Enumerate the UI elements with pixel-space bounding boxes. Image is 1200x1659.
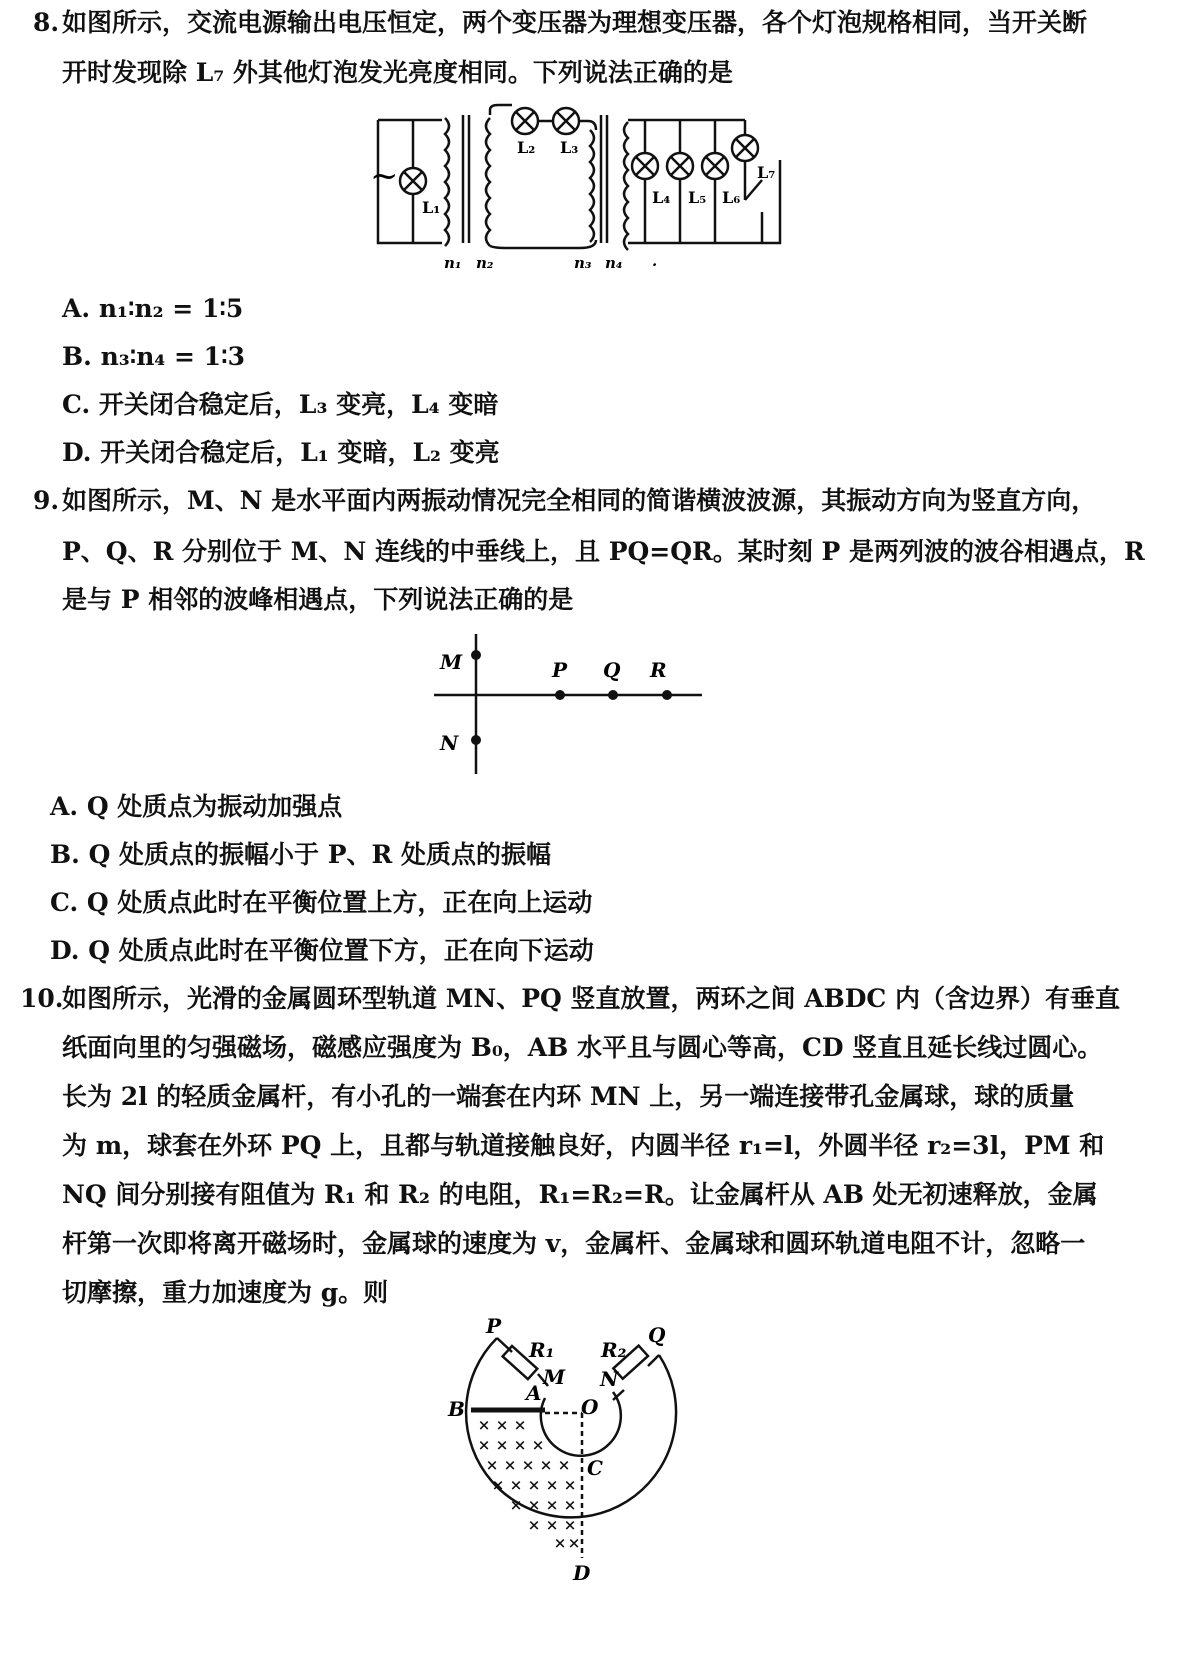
q10-stem-line2: 纸面向里的匀强磁场，磁感应强度为 B₀，AB 水平且与圆心等高，CD 竖直且延长线过圆心。	[62, 1033, 1103, 1062]
label-n: N	[600, 1367, 619, 1391]
field-cross: ×	[545, 1516, 559, 1534]
field-cross: ×	[563, 1516, 577, 1534]
field-cross: ×	[513, 1436, 527, 1454]
label-d: D	[573, 1561, 591, 1585]
label-r: R	[650, 658, 667, 682]
field-cross: ×	[485, 1456, 499, 1474]
field-cross: ×	[527, 1516, 541, 1534]
q9-option-c[interactable]	[50, 886, 592, 920]
stray-dot: .	[652, 252, 658, 270]
field-cross: ×	[545, 1476, 559, 1494]
q8-option-b[interactable]	[62, 340, 245, 374]
coil-n1	[445, 118, 449, 246]
field-cross: ×	[491, 1476, 505, 1494]
resistor-r1	[503, 1346, 538, 1379]
point-m	[471, 650, 481, 660]
field-cross: ×	[563, 1496, 577, 1514]
field-cross: ×	[477, 1416, 491, 1434]
option-text: 开关闭合稳定后，L₁ 变暗，L₂ 变亮	[100, 438, 500, 467]
field-cross: ×	[495, 1416, 509, 1434]
ac-source-symbol: ~	[370, 156, 399, 196]
field-cross: ×	[509, 1496, 523, 1514]
q9-stem-line1: 如图所示，M、N 是水平面内两振动情况完全相同的简谐横波波源，其振动方向为竖直方向，	[62, 486, 1097, 515]
option-label: C.	[62, 390, 91, 419]
point-r	[662, 690, 672, 700]
option-text: 开关闭合稳定后，L₃ 变亮，L₄ 变暗	[98, 390, 499, 419]
coil-n3	[590, 130, 594, 242]
label-r1: R₁	[529, 1338, 555, 1362]
lamp-label-l7: L₇	[757, 163, 776, 182]
label-b: B	[448, 1397, 465, 1421]
q10-stem-line1: 如图所示，光滑的金属圆环型轨道 MN、PQ 竖直放置，两环之间 ABDC 内（含边界）有垂直	[62, 984, 1121, 1013]
field-cross: ×	[527, 1496, 541, 1514]
option-text: Q 处质点此时在平衡位置下方，正在向下运动	[88, 936, 594, 965]
field-cross: ×	[563, 1476, 577, 1494]
field-cross: ×	[509, 1476, 523, 1494]
label-o: O	[581, 1395, 599, 1419]
field-cross: ×	[477, 1436, 491, 1454]
option-text: Q 处质点为振动加强点	[86, 792, 343, 821]
field-cross: ×	[539, 1456, 553, 1474]
label-q: Q	[648, 1323, 666, 1347]
lamp-label-l6: L₆	[722, 188, 741, 207]
q9-option-a[interactable]	[50, 790, 342, 824]
lamp-label-l2: L₂	[517, 138, 536, 157]
field-cross: ×	[495, 1436, 509, 1454]
q9-stem-line2: P、Q、R 分别位于 M、N 连线的中垂线上，且 PQ=QR。某时刻 P 是两列波的波谷相遇点，R	[62, 537, 1145, 566]
option-text: n₁∶n₂ = 1∶5	[98, 294, 244, 323]
field-cross: ×	[545, 1496, 559, 1514]
q9-stem-line3: 是与 P 相邻的波峰相遇点，下列说法正确的是	[62, 585, 574, 614]
option-label: D.	[62, 438, 92, 467]
q10-stem-line7: 切摩擦，重力加速度为 g。则	[62, 1278, 389, 1307]
q9-number: 9.	[33, 486, 60, 515]
label-m: M	[440, 650, 463, 674]
field-cross: ×	[553, 1534, 567, 1552]
coil-n2	[486, 118, 490, 246]
point-n	[471, 735, 481, 745]
outer-ring	[466, 1338, 676, 1517]
q9-option-d[interactable]	[50, 934, 594, 968]
label-a: A	[526, 1381, 542, 1405]
coil-label-n2: n₂	[476, 254, 494, 272]
q8-option-c[interactable]	[62, 388, 498, 422]
field-cross: ×	[527, 1476, 541, 1494]
option-label: C.	[50, 888, 79, 917]
q8-option-d[interactable]	[62, 436, 500, 470]
option-label: A.	[50, 792, 79, 821]
lamp-label-l3: L₃	[560, 138, 579, 157]
label-m: M	[543, 1365, 566, 1389]
point-p	[555, 690, 565, 700]
lamp-label-l1: L₁	[422, 198, 441, 217]
lamp-label-l4: L₄	[652, 188, 671, 207]
inner-ring	[541, 1392, 621, 1456]
label-c: C	[587, 1456, 603, 1480]
label-r2: R₂	[601, 1338, 627, 1362]
option-label: B.	[50, 840, 80, 869]
label-n: N	[440, 731, 459, 755]
q10-stem-line4: 为 m，球套在外环 PQ 上，且都与轨道接触良好，内圆半径 r₁=l，外圆半径 r₂=3l，PM 和	[62, 1131, 1105, 1160]
field-cross: ×	[557, 1456, 571, 1474]
coil-label-n1: n₁	[444, 254, 462, 272]
point-q	[608, 690, 618, 700]
option-label: D.	[50, 936, 80, 965]
option-text: Q 处质点此时在平衡位置上方，正在向上运动	[86, 888, 593, 917]
q8-stem-line1: 如图所示，交流电源输出电压恒定，两个变压器为理想变压器，各个灯泡规格相同，当开关断	[62, 8, 1088, 37]
q10-number: 10.	[20, 984, 64, 1013]
q9-option-b[interactable]	[50, 838, 551, 872]
q10-stem-line3: 长为 2l 的轻质金属杆，有小孔的一端套在内环 MN 上，另一端连接带孔金属球，球的质量	[62, 1082, 1075, 1111]
field-cross: ×	[521, 1456, 535, 1474]
option-label: A.	[62, 294, 91, 323]
label-p: P	[486, 1314, 502, 1338]
q8-stem-line2: 开时发现除 L₇ 外其他灯泡发光亮度相同。下列说法正确的是	[62, 58, 733, 87]
lamp-label-l5: L₅	[688, 188, 707, 207]
q8-option-a[interactable]	[62, 292, 243, 326]
coil-label-n4: n₄	[605, 254, 623, 272]
label-p: P	[552, 658, 568, 682]
field-cross: ×	[503, 1456, 517, 1474]
q10-stem-line6: 杆第一次即将离开磁场时，金属球的速度为 v，金属杆、金属球和圆环轨道电阻不计，忽略一	[62, 1229, 1086, 1258]
option-text: n₃∶n₄ = 1∶3	[100, 342, 245, 371]
q8-number: 8.	[33, 8, 60, 37]
option-label: B.	[62, 342, 92, 371]
option-text: Q 处质点的振幅小于 P、R 处质点的振幅	[88, 840, 552, 869]
q10-stem-line5: NQ 间分别接有阻值为 R₁ 和 R₂ 的电阻，R₁=R₂=R。让金属杆从 AB 处无初速释放，金属	[62, 1180, 1098, 1209]
field-cross: ×	[567, 1534, 581, 1552]
field-cross: ×	[531, 1436, 545, 1454]
coil-label-n3: n₃	[574, 254, 592, 272]
label-q: Q	[603, 658, 621, 682]
field-cross: ×	[513, 1416, 527, 1434]
resistor-r2	[613, 1346, 648, 1379]
coil-n4	[624, 122, 628, 250]
